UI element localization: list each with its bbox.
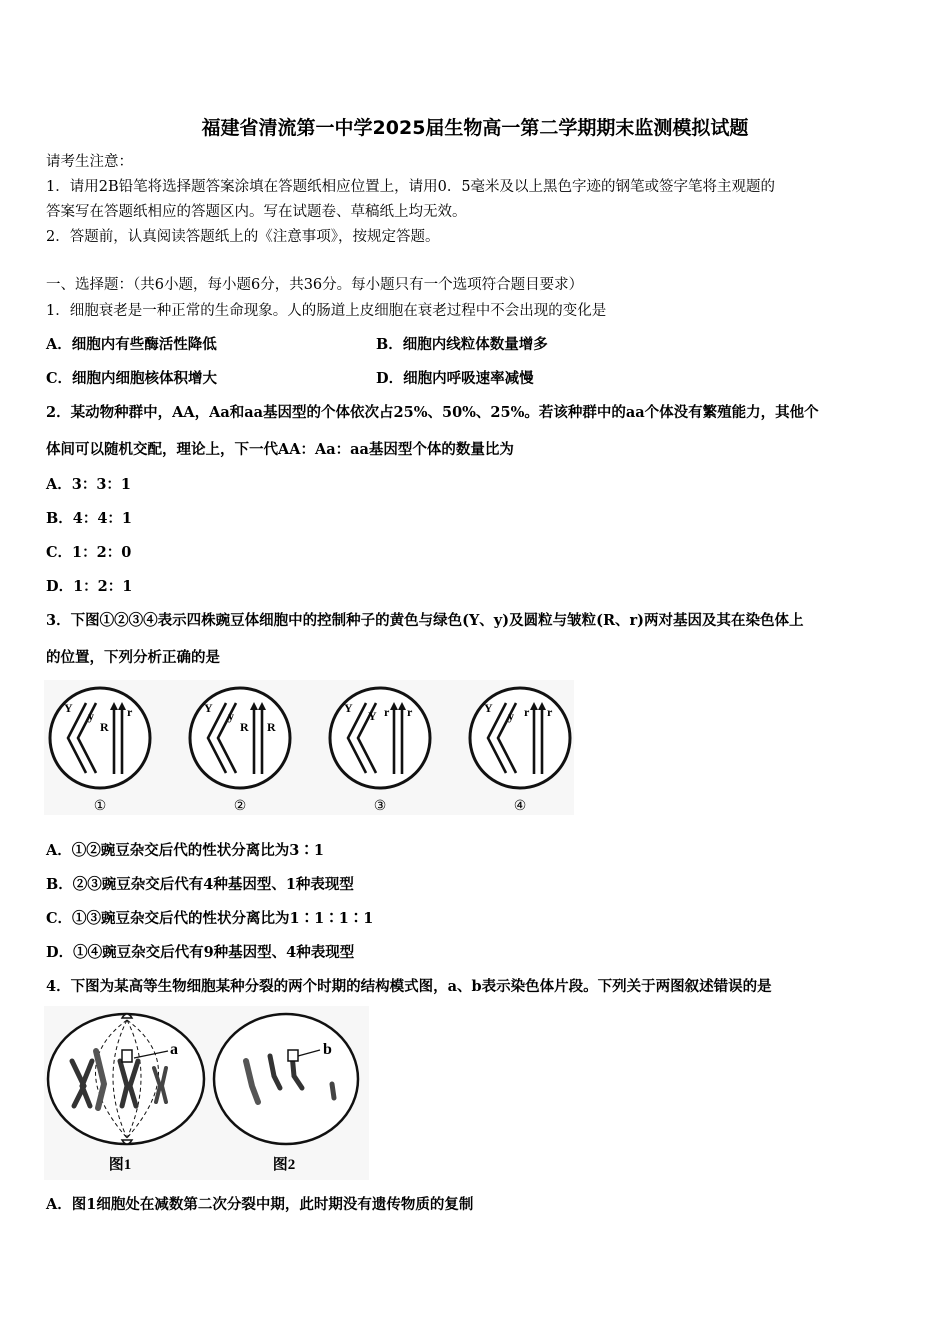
q4-option-a: A．图1细胞处在减数第二次分裂中期，此时期没有遗传物质的复制 xyxy=(46,1196,474,1213)
label-b: b xyxy=(323,1041,332,1058)
section-heading: 一、选择题：（共6小题，每小题6分，共36分。每小题只有一个选项符合题目要求） xyxy=(46,277,584,293)
fig2-caption: 图2 xyxy=(272,1157,296,1173)
cell-4-label: ④ xyxy=(513,799,527,814)
q3-stem-line2: 的位置，下列分析正确的是 xyxy=(46,649,220,666)
notice-item1-line2: 答案写在答题纸相应的答题区内。写在试题卷、草稿纸上均无效。 xyxy=(46,204,467,220)
gene-label: Y xyxy=(204,701,213,715)
gene-label: r xyxy=(547,705,553,719)
notice-heading: 请考生注意： xyxy=(46,154,133,170)
q1-stem: 1．细胞衰老是一种正常的生命现象。人的肠道上皮细胞在衰老过程中不会出现的变化是 xyxy=(46,303,607,319)
q2-option-a: A．3：3：1 xyxy=(46,476,132,493)
cell-1-label: ① xyxy=(93,799,107,814)
q1-option-c: C．细胞内细胞核体积增大 xyxy=(46,370,218,387)
cell-4 xyxy=(470,688,570,788)
cell-3 xyxy=(330,688,430,788)
gene-label: r xyxy=(384,705,390,719)
q3-stem-line1: 3．下图①②③④表示四株豌豆体细胞中的控制种子的黄色与绿色(Y、y)及圆粒与皱粒(R、r)两对基因及其在染色体上 xyxy=(46,612,804,629)
gene-label: Y xyxy=(64,701,73,715)
gene-label: y xyxy=(88,709,94,723)
notice-item1-line1: 1．请用2B铅笔将选择题答案涂填在答题纸相应位置上，请用0．5毫米及以上黑色字迹的钢笔或签字笔将主观题的 xyxy=(46,179,776,195)
gene-label: Y xyxy=(484,701,493,715)
q2-option-c: C．1：2：0 xyxy=(46,544,132,561)
gene-label: y xyxy=(508,709,514,723)
q1-option-d: D．细胞内呼吸速率减慢 xyxy=(376,370,534,387)
fig1-caption: 图1 xyxy=(108,1157,132,1173)
page-title: 福建省清流第一中学2025届生物高一第二学期期末监测模拟试题 xyxy=(201,117,749,139)
notice-item2: 2．答题前，认真阅读答题纸上的《注意事项》，按规定答题。 xyxy=(46,229,440,245)
gene-label: Y xyxy=(344,701,353,715)
q3-figure xyxy=(44,680,574,815)
gene-label: R xyxy=(240,720,249,734)
gene-label: r xyxy=(407,705,413,719)
q1-option-a: A．细胞内有些酶活性降低 xyxy=(46,336,217,353)
gene-label: R xyxy=(100,720,109,734)
fig2-cell xyxy=(214,1014,358,1144)
cell-3-label: ③ xyxy=(373,799,387,814)
gene-label: Y xyxy=(368,709,377,723)
gene-label: R xyxy=(267,720,276,734)
q3-option-c: C．①③豌豆杂交后代的性状分离比为1∶1∶1∶1 xyxy=(46,910,374,927)
q3-option-a: A．①②豌豆杂交后代的性状分离比为3∶1 xyxy=(46,842,324,859)
cell-2 xyxy=(190,688,290,788)
gene-label: r xyxy=(524,705,530,719)
gene-label: r xyxy=(127,705,133,719)
q4-stem: 4．下图为某高等生物细胞某种分裂的两个时期的结构模式图，a、b表示染色体片段。下列关于两图叙述错误的是 xyxy=(46,978,772,995)
q2-option-d: D．1：2：1 xyxy=(46,578,133,595)
cell-2-label: ② xyxy=(233,799,247,814)
q4-figure xyxy=(44,1006,369,1180)
gene-label: y xyxy=(228,709,234,723)
q2-stem-line1: 2．某动物种群中，AA，Aa和aa基因型的个体依次占25%、50%、25%。若该种群中的aa个体没有繁殖能力，其他个 xyxy=(46,404,819,421)
q2-stem-line2: 体间可以随机交配，理论上，下一代AA：Aa：aa基因型个体的数量比为 xyxy=(46,441,514,458)
label-a: a xyxy=(170,1041,178,1058)
q1-option-b: B．细胞内线粒体数量增多 xyxy=(376,336,548,353)
q3-option-b: B．②③豌豆杂交后代有4种基因型、1种表现型 xyxy=(46,876,354,893)
q2-option-b: B．4：4：1 xyxy=(46,510,133,527)
q3-option-d: D．①④豌豆杂交后代有9种基因型、4种表现型 xyxy=(46,944,355,961)
fig1-cell xyxy=(48,1014,204,1144)
cell-1 xyxy=(50,688,150,788)
